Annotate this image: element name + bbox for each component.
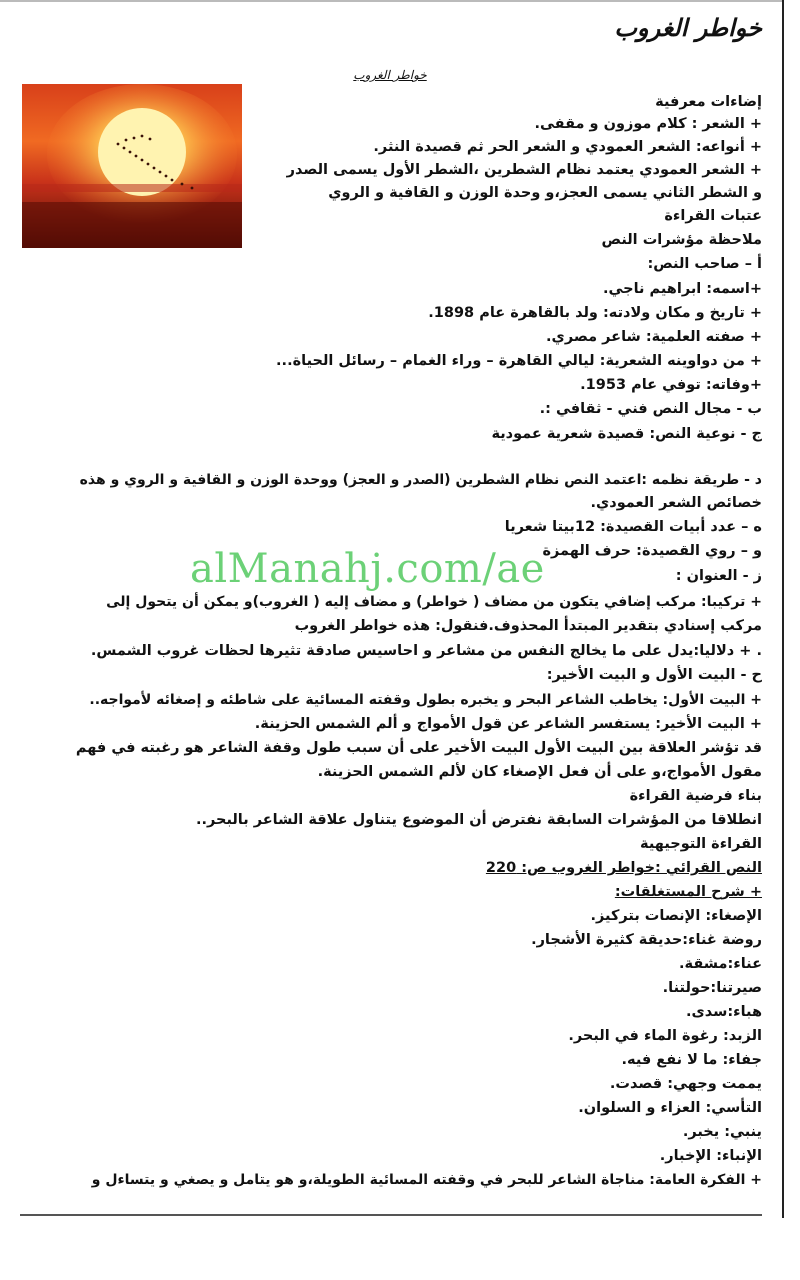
text-line: د - طريقة نظمه :اعتمد النص نظام الشطرين (الصدر و العجز) ووحدة الوزن و القافية و الروي و هذه xyxy=(79,472,762,488)
text-line: عناء:مشقة. xyxy=(679,956,762,972)
text-line: بناء فرضية القراءة xyxy=(629,788,762,804)
text-line: ز - العنوان : xyxy=(675,568,762,584)
text-line: ملاحظة مؤشرات النص xyxy=(601,232,762,248)
text-line: انطلاقا من المؤشرات السابقة نفترض أن الموضوع يتناول علاقة الشاعر بالبحر.. xyxy=(195,812,762,828)
text-line: + الشعر : كلام موزون و مقفى. xyxy=(534,116,762,132)
text-line: جفاء: ما لا نفع فيه. xyxy=(621,1052,762,1068)
text-line: أ – صاحب النص: xyxy=(647,256,762,272)
text-line: + الفكرة العامة: مناجاة الشاعر للبحر في وقفته المسائية الطويلة،و هو يتامل و يصغي و يتساءل و xyxy=(91,1172,762,1188)
text-line: + أنواعه: الشعر العمودي و الشعر الحر ثم قصيدة النثر. xyxy=(373,139,762,155)
text-line: النص القرائي :خواطر الغروب ص: 220 xyxy=(485,860,762,876)
text-line: مقول الأمواج،و على أن فعل الإصغاء كان لألم الشمس الحزينة. xyxy=(317,764,762,780)
text-line: خصائص الشعر العمودي. xyxy=(590,495,762,511)
text-line: روضة غناء:حديقة كثيرة الأشجار. xyxy=(531,932,762,948)
text-line: و الشطر الثاني يسمى العجز،و وحدة الوزن و القافية و الروي xyxy=(328,185,762,201)
text-line: صيرتنا:حولتنا. xyxy=(662,980,762,996)
text-line: ه – عدد أبيات القصيدة: 12بيتا شعريا xyxy=(504,519,762,535)
top-divider xyxy=(0,0,782,2)
text-line: + شرح المستغلقات: xyxy=(614,884,762,900)
text-line: الإنباء: الإخبار. xyxy=(659,1148,762,1164)
text-line: و – روي القصيدة: حرف الهمزة xyxy=(542,543,762,559)
text-line: ج - نوعية النص: قصيدة شعرية عمودية xyxy=(491,426,762,442)
watermark: alManahj.com/ae xyxy=(190,546,545,592)
text-line: + تاريخ و مكان ولادته: ولد بالقاهرة عام 1898. xyxy=(428,305,762,321)
text-line: + الشعر العمودي يعتمد نظام الشطرين ،الشطر الأول يسمى الصدر xyxy=(286,162,762,178)
text-line: + تركيبا: مركب إضافي يتكون من مضاف ( خواطر) و مضاف إليه ( الغروب)و يمكن أن يتحول إلى xyxy=(106,594,762,610)
text-line: + من دواوينه الشعرية: ليالي القاهرة – وراء الغمام – رسائل الحياة... xyxy=(276,353,762,369)
bottom-divider xyxy=(20,1214,762,1216)
image-caption: خواطر الغروب xyxy=(353,68,427,82)
text-line: +وفاته: توفي عام 1953. xyxy=(580,377,762,393)
text-line: . + دلاليا:يدل على ما يخالج النفس من مشاعر و احاسيس صادقة تثيرها لحظات غروب الشمس. xyxy=(90,643,762,659)
page-title: خواطر الغروب xyxy=(614,14,762,42)
text-line: + صفته العلمية: شاعر مصري. xyxy=(546,329,762,345)
text-line: التأسي: العزاء و السلوان. xyxy=(578,1100,762,1116)
text-line: + البيت الأول: يخاطب الشاعر البحر و يخبره بطول وقفته المسائية على شاطئه و إصغائه لأمواجه.. xyxy=(89,692,762,708)
text-line: + البيت الأخير: يستفسر الشاعر عن قول الأمواج و ألم الشمس الحزينة. xyxy=(254,716,762,732)
text-line: القراءة التوجيهية xyxy=(640,836,762,852)
text-line: ينبي: يخبر. xyxy=(682,1124,762,1140)
text-line: +اسمه: ابراهيم ناجي. xyxy=(602,281,762,297)
sunset-image xyxy=(22,84,242,248)
text-line: ب - مجال النص فني - ثقافي :. xyxy=(539,401,762,417)
text-line: يممت وجهي: قصدت. xyxy=(609,1076,762,1092)
text-line: مركب إسنادي بتقدير المبتدأ المحذوف.فنقول: هذه خواطر الغروب xyxy=(294,618,762,634)
text-line: الزبد: رغوة الماء في البحر. xyxy=(568,1028,762,1044)
text-line: عتبات القراءة xyxy=(664,208,762,224)
text-line: إضاءات معرفية xyxy=(655,94,762,110)
text-line: هباء:سدى. xyxy=(685,1004,762,1020)
text-line: الإصغاء: الإنصات بتركيز. xyxy=(590,908,762,924)
text-line: قد تؤشر العلاقة بين البيت الأول البيت الأخير على أن سبب طول وقفة الشاعر هو رغبته في فهم xyxy=(75,740,762,756)
text-line: ح - البيت الأول و البيت الأخير: xyxy=(546,667,762,683)
